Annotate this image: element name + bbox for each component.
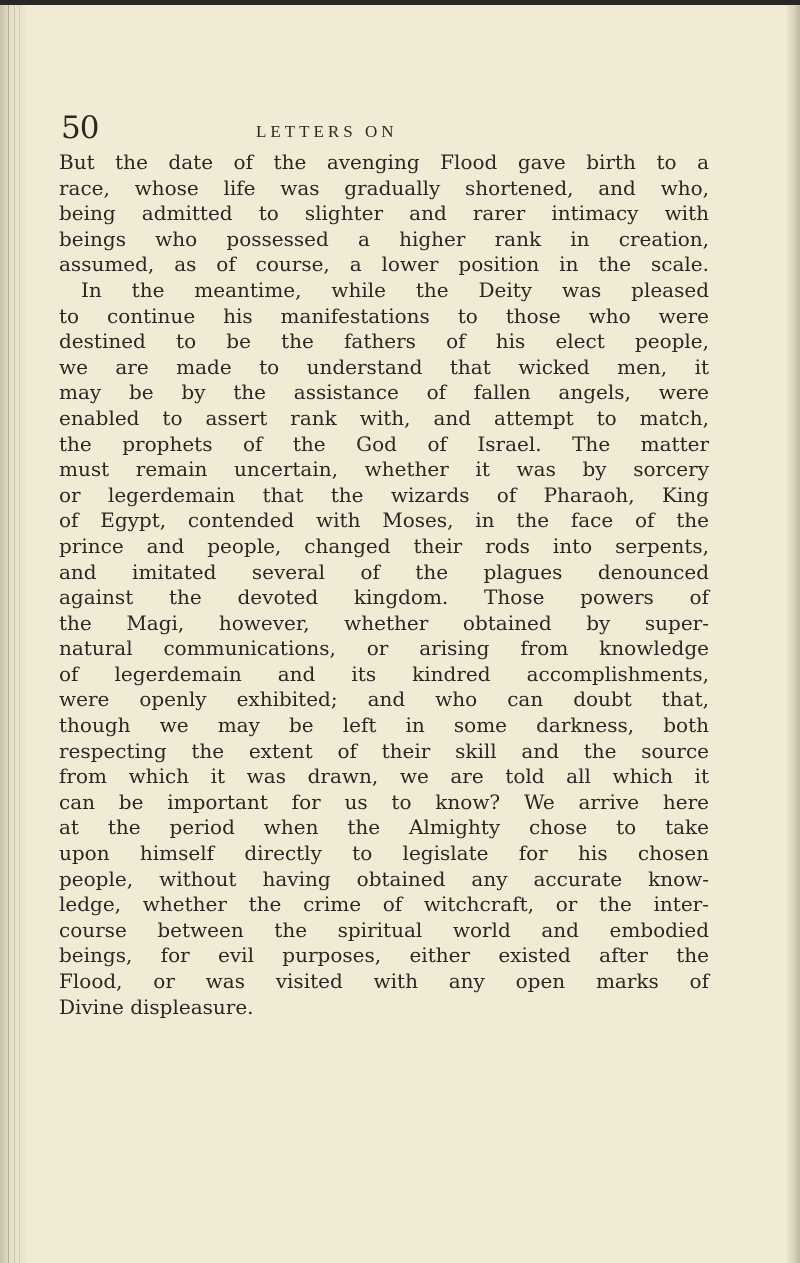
text-line: being admitted to slighter and rarer intimacy with <box>59 201 709 226</box>
gutter-line <box>8 5 9 1263</box>
text-line: Flood, or was visited with any open marks of <box>59 969 709 993</box>
text-line: beings, for evil purposes, either existed after the <box>59 943 709 968</box>
text-line: race, whose life was gradually shortened, and who, <box>59 175 709 200</box>
text-line: assumed, as of course, a lower position in the scale. <box>59 252 709 277</box>
text-line: against the devoted kingdom. Those powers of <box>59 585 709 610</box>
text-line: we are made to understand that wicked men, it <box>59 354 709 379</box>
text-line: destined to be the fathers of his elect people, <box>59 329 709 354</box>
text-line: natural communications, or arising from knowledge <box>59 636 709 661</box>
text-line: But the date of the avenging Flood gave birth to a <box>59 150 709 174</box>
running-head: LETTERS ON <box>256 122 398 141</box>
text-line: Divine displeasure. <box>59 994 254 1019</box>
text-line: or legerdemain that the wizards of Pharaoh, King <box>59 482 709 507</box>
text-line: and imitated several of the plagues denounced <box>59 559 709 584</box>
page-edge <box>786 5 800 1263</box>
text-line: may be by the assistance of fallen angels, were <box>59 380 709 405</box>
text-line: were openly exhibited; and who can doubt that, <box>59 687 709 712</box>
gutter-line <box>14 5 15 1263</box>
text-line: enabled to assert rank with, and attempt to match, <box>59 405 709 430</box>
text-line: of legerdemain and its kindred accomplishments, <box>59 661 709 686</box>
text-line: the Magi, however, whether obtained by super- <box>59 610 709 635</box>
text-line: prince and people, changed their rods into serpents, <box>59 533 709 558</box>
text-line: of Egypt, contended with Moses, in the face of the <box>59 508 709 533</box>
text-line: from which it was drawn, we are told all which it <box>59 764 709 789</box>
text-line: respecting the extent of their skill and the source <box>59 738 709 763</box>
text-line: though we may be left in some darkness, both <box>59 713 709 738</box>
gutter-line <box>19 5 20 1263</box>
binding-gutter <box>0 5 26 1263</box>
text-line: to continue his manifestations to those who were <box>59 303 709 328</box>
text-line: upon himself directly to legislate for his chosen <box>59 841 709 866</box>
text-line: the prophets of the God of Israel. The matter <box>59 431 709 456</box>
text-line: ledge, whether the crime of witchcraft, or the inter- <box>59 892 709 917</box>
text-line: beings who possessed a higher rank in creation, <box>59 226 709 251</box>
text-line: course between the spiritual world and embodied <box>59 917 709 942</box>
text-line: people, without having obtained any accurate know- <box>59 866 709 891</box>
text-line: must remain uncertain, whether it was by sorcery <box>59 457 709 482</box>
text-line: In the meantime, while the Deity was pleased <box>81 277 709 302</box>
page-number: 50 <box>61 110 99 146</box>
body-text <box>59 150 709 1020</box>
text-line: at the period when the Almighty chose to take <box>59 815 709 840</box>
text-line: can be important for us to know? We arrive here <box>59 789 709 814</box>
